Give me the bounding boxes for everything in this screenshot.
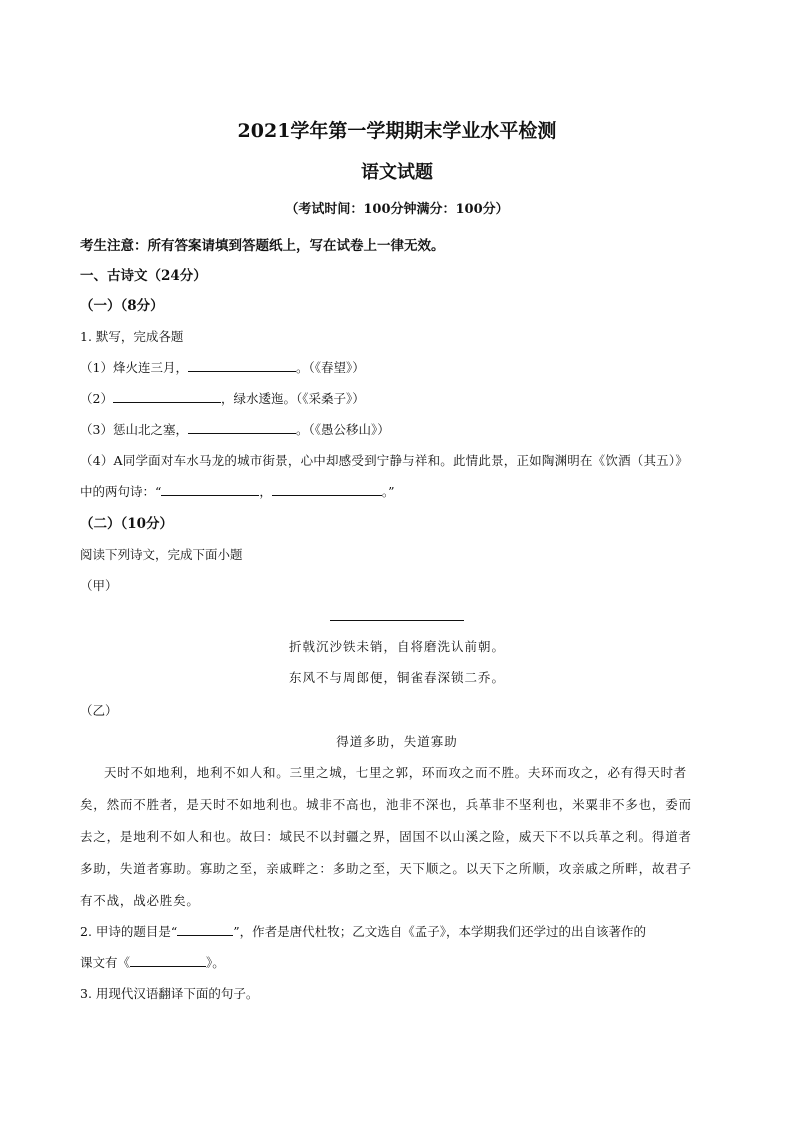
question-2-line-2 (80, 953, 225, 971)
essay-line-1: 天时不如地利，地利不如人和。三里之城，七里之郭，环而攻之而不胜。夫环而攻之，必有得天时者 (104, 765, 688, 780)
question-2-line-1 (80, 922, 646, 940)
item-prefix: （2） (80, 391, 113, 406)
essay-title: 得道多助，失道寡助 (336, 734, 458, 749)
label-jia: （甲） (80, 578, 118, 593)
exam-title: 2021学年第一学期期末学业水平检测 (237, 120, 557, 142)
answer-blank (272, 483, 382, 496)
notice: 考生注意：所有答案请填到答题纸上，写在试卷上一律无效。 (80, 238, 445, 254)
part1-heading: （一）（8分） (80, 298, 164, 314)
subject-title: 语文试题 (361, 162, 433, 183)
answer-blank (177, 923, 233, 936)
essay-line-4: 多助，失道者寡助。寡助之至，亲戚畔之：多助之至，天下顺之。以天下之所顺，攻亲戚之所畔，故君子 (80, 861, 692, 876)
label-yi: （乙） (80, 703, 118, 718)
item-sep: ， (259, 484, 272, 499)
q2-suffix: ”，作者是唐代杜牧；乙文选自《孟子》，本学期我们还学过的出自该著作的 (233, 924, 646, 939)
essay-line-5: 有不战，战必胜矣。 (80, 893, 200, 908)
essay-line-2: 矣，然而不胜者，是天时不如地利也。城非不高也，池非不深也，兵革非不坚利也，米粟非不多也，委而 (80, 797, 692, 812)
question-1-item-3 (80, 420, 390, 438)
essay-line-3: 去之，是地利不如人和也。故曰：域民不以封疆之界，固国不以山溪之险，威天下不以兵革之利。得道者 (80, 829, 692, 844)
question-1-item-4-line-1: （4）A同学面对车水马龙的城市街景，心中却感受到宁静与祥和。此情此景，正如陶渊明在《饮酒（其五）》 (80, 453, 689, 468)
part2-heading: （二）（10分） (80, 516, 174, 532)
question-1-item-1 (80, 358, 365, 376)
exam-info: （考试时间：100分钟满分：100分） (285, 202, 509, 217)
part2-intro: 阅读下列诗文，完成下面小题 (80, 547, 243, 562)
question-1-item-2 (80, 389, 365, 407)
item-suffix: ，绿水逶迤。（《采桑子》） (220, 391, 365, 406)
q2-suffix-2: 》。 (206, 955, 225, 970)
item-prefix: （1）烽火连三月， (80, 360, 188, 375)
q2-prefix: 2. 甲诗的题目是“ (80, 924, 178, 939)
question-3: 3. 用现代汉语翻译下面的句子。 (80, 986, 259, 1001)
item-prefix: （3）惩山北之塞， (80, 422, 188, 437)
answer-blank (113, 390, 221, 403)
poem-line-1: 折戟沉沙铁未销，自将磨洗认前朝。 (288, 639, 505, 654)
item-suffix: 。（《春望》） (295, 360, 365, 375)
question-1-item-4-line-2 (80, 482, 395, 500)
answer-blank (130, 954, 206, 967)
item-suffix: 。” (381, 484, 395, 499)
answer-blank (188, 421, 296, 434)
q2-prefix-2: 课文有《 (80, 955, 131, 970)
answer-blank (161, 483, 259, 496)
question-1-stem: 1. 默写，完成各题 (80, 329, 184, 344)
item-suffix: 。（《愚公移山》） (295, 422, 390, 437)
answer-blank (188, 359, 296, 372)
item-prefix: 中的两句诗：“ (80, 484, 162, 499)
poem-title-blank (330, 620, 464, 621)
poem-line-2: 东风不与周郎便，铜雀春深锁二乔。 (288, 670, 505, 685)
section1-heading: 一、古诗文（24分） (80, 268, 207, 284)
